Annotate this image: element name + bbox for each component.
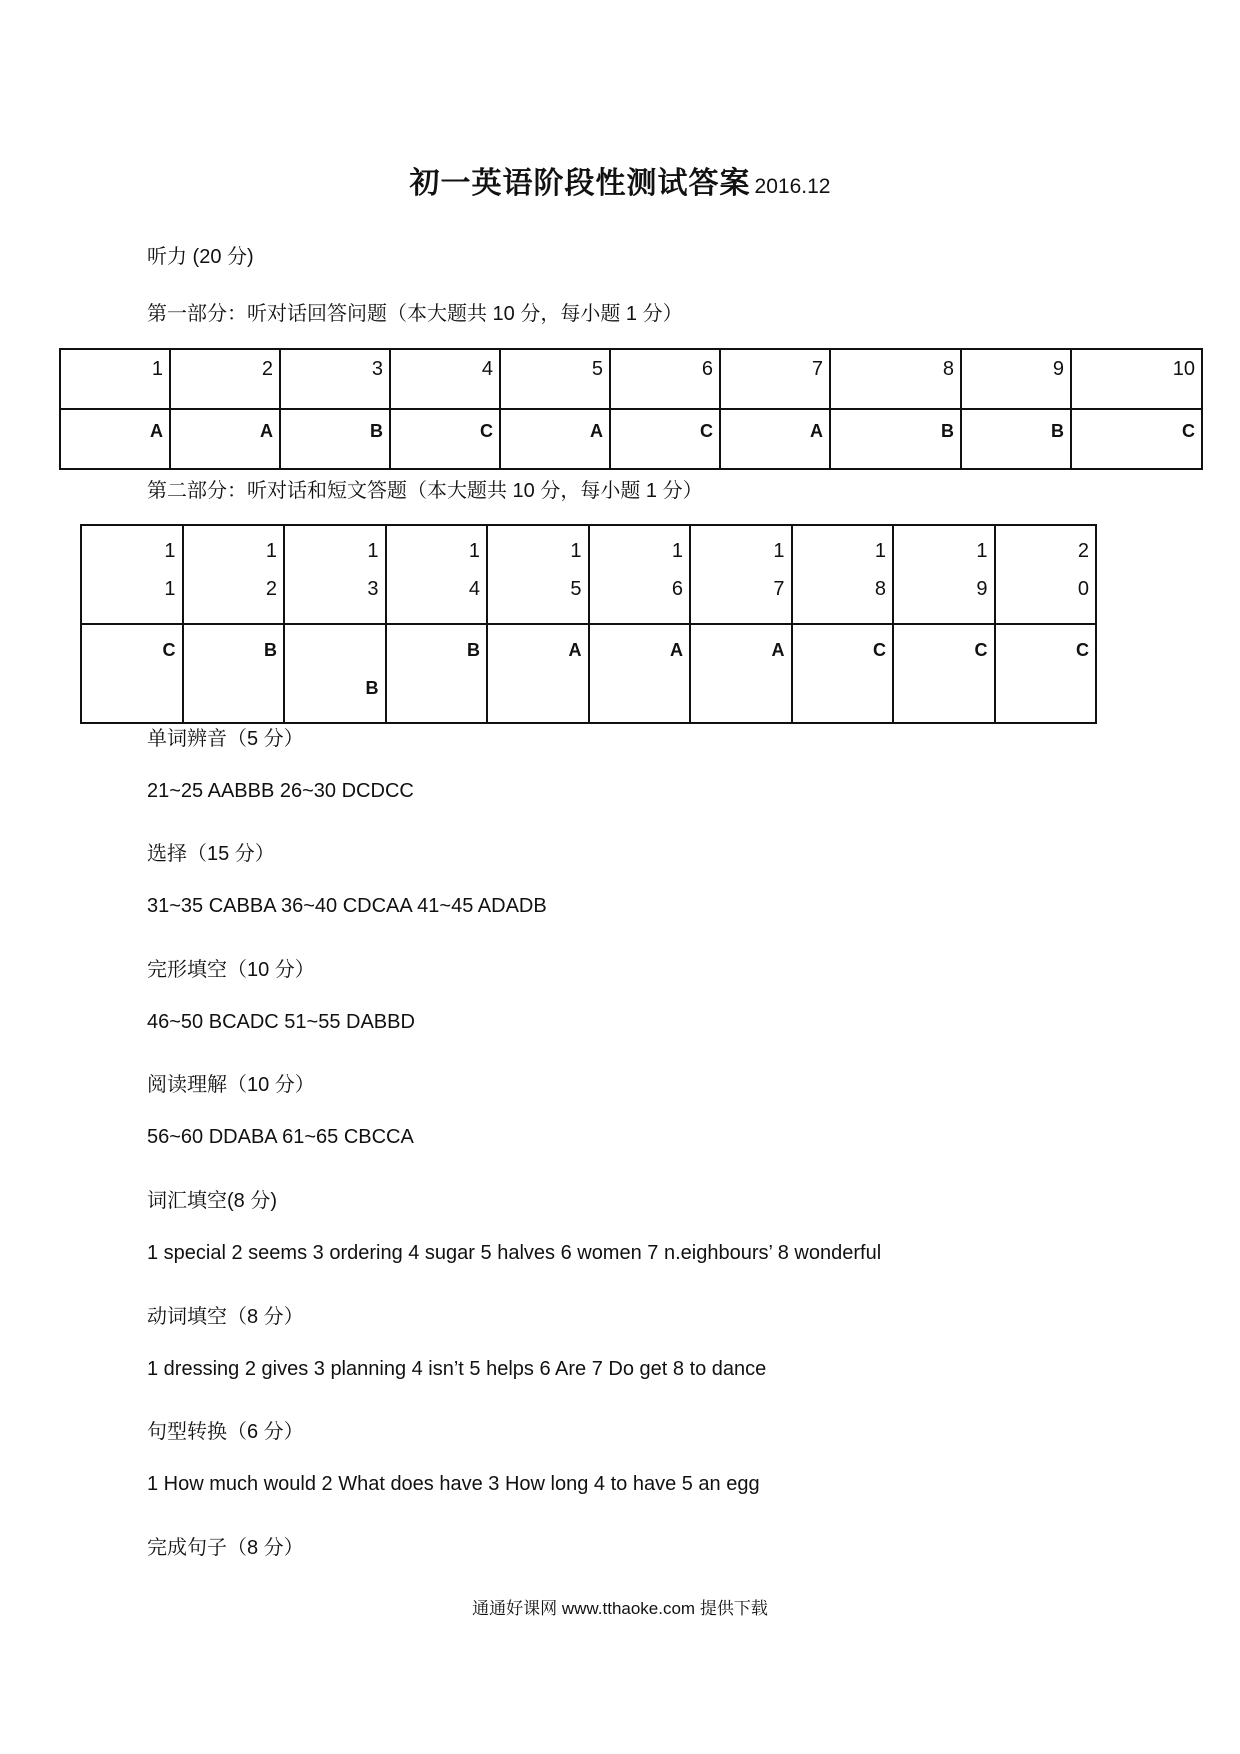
title-date: 2016.12 bbox=[754, 175, 831, 198]
answer-cell: A bbox=[170, 409, 280, 469]
section-heading: 完形填空（10 分） bbox=[147, 959, 315, 981]
question-number: 2 bbox=[170, 349, 280, 409]
part1-answer-table bbox=[59, 348, 1203, 470]
answer-cell: C bbox=[81, 624, 183, 723]
digit-tens: 1 bbox=[773, 540, 785, 562]
digit-tens: 1 bbox=[874, 540, 886, 562]
question-number: 10 bbox=[1071, 349, 1202, 409]
question-number: 4 bbox=[390, 349, 500, 409]
digit-tens: 1 bbox=[671, 540, 683, 562]
section-answer: 1 How much would 2 What does have 3 How long 4 to have 5 an egg bbox=[147, 1473, 760, 1495]
part1-answer-row bbox=[60, 409, 1202, 469]
question-number bbox=[183, 525, 285, 624]
digit-tens: 1 bbox=[265, 540, 277, 562]
question-number: 9 bbox=[961, 349, 1071, 409]
answer-cell: B bbox=[280, 409, 390, 469]
answer-cell bbox=[284, 624, 386, 723]
digit-ones: 2 bbox=[265, 578, 277, 600]
digit-tens: 1 bbox=[468, 540, 480, 562]
question-number bbox=[284, 525, 386, 624]
question-number: 5 bbox=[500, 349, 610, 409]
answer-cell: C bbox=[390, 409, 500, 469]
answer-cell: A bbox=[487, 624, 589, 723]
section-answer: 1 special 2 seems 3 ordering 4 sugar 5 halves 6 women 7 n.eighbours’ 8 wonderful bbox=[147, 1242, 882, 1264]
answer-cell: A bbox=[60, 409, 170, 469]
question-number: 6 bbox=[610, 349, 720, 409]
answer-cell: C bbox=[792, 624, 894, 723]
listening-header: 听力 (20 分) bbox=[147, 246, 254, 268]
section-answer: 1 dressing 2 gives 3 planning 4 isn’t 5 helps 6 Are 7 Do get 8 to dance bbox=[147, 1358, 767, 1380]
question-number: 1 bbox=[60, 349, 170, 409]
question-number: 8 bbox=[830, 349, 961, 409]
section-heading: 句型转换（6 分） bbox=[147, 1421, 304, 1443]
answer-cell: B bbox=[183, 624, 285, 723]
answer-cell: A bbox=[500, 409, 610, 469]
question-number bbox=[690, 525, 792, 624]
question-number: 3 bbox=[280, 349, 390, 409]
digit-ones: 1 bbox=[164, 578, 176, 600]
question-number bbox=[995, 525, 1097, 624]
answer-letter: B bbox=[365, 678, 379, 698]
answer-cell: C bbox=[995, 624, 1097, 723]
digit-ones: 5 bbox=[570, 578, 582, 600]
answer-cell: B bbox=[386, 624, 488, 723]
answer-cell: C bbox=[610, 409, 720, 469]
section-answer: 56~60 DDABA 61~65 CBCCA bbox=[147, 1126, 414, 1148]
part2-heading: 第二部分：听对话和短文答题（本大题共 10 分，每小题 1 分） bbox=[147, 480, 703, 502]
question-number bbox=[589, 525, 691, 624]
answer-cell: C bbox=[893, 624, 995, 723]
section-answer: 31~35 CABBA 36~40 CDCAA 41~45 ADADB bbox=[147, 895, 547, 917]
answer-cell: A bbox=[720, 409, 830, 469]
question-number bbox=[893, 525, 995, 624]
section-heading: 单词辨音（5 分） bbox=[147, 728, 304, 750]
digit-tens: 1 bbox=[367, 540, 379, 562]
section-heading: 词汇填空(8 分) bbox=[147, 1190, 277, 1212]
digit-tens: 1 bbox=[976, 540, 988, 562]
section-answer: 21~25 AABBB 26~30 DCDCC bbox=[147, 780, 414, 802]
section-heading: 完成句子（8 分） bbox=[147, 1537, 304, 1559]
digit-ones: 9 bbox=[976, 578, 988, 600]
part2-answer-row bbox=[81, 624, 1096, 723]
digit-tens: 1 bbox=[164, 540, 176, 562]
title-main: 初一英语阶段性测试答案 bbox=[409, 166, 751, 201]
digit-ones: 8 bbox=[874, 578, 886, 600]
answer-cell: B bbox=[961, 409, 1071, 469]
question-number: 7 bbox=[720, 349, 830, 409]
question-number bbox=[81, 525, 183, 624]
section-heading: 阅读理解（10 分） bbox=[147, 1074, 315, 1096]
digit-tens: 2 bbox=[1077, 540, 1089, 562]
question-number bbox=[792, 525, 894, 624]
part2-answer-table bbox=[80, 524, 1097, 724]
part1-heading: 第一部分：听对话回答问题（本大题共 10 分，每小题 1 分） bbox=[147, 303, 683, 325]
section-heading: 选择（15 分） bbox=[147, 843, 275, 865]
part1-number-row bbox=[60, 349, 1202, 409]
answer-cell: A bbox=[589, 624, 691, 723]
digit-ones: 3 bbox=[367, 578, 379, 600]
digit-ones: 4 bbox=[468, 578, 480, 600]
answer-cell: B bbox=[830, 409, 961, 469]
footer-credit: 通通好课网 www.tthaoke.com 提供下载 bbox=[472, 1599, 768, 1618]
question-number bbox=[386, 525, 488, 624]
answer-cell: A bbox=[690, 624, 792, 723]
answer-cell: C bbox=[1071, 409, 1202, 469]
question-number bbox=[487, 525, 589, 624]
digit-ones: 6 bbox=[671, 578, 683, 600]
section-heading: 动词填空（8 分） bbox=[147, 1306, 304, 1328]
digit-tens: 1 bbox=[570, 540, 582, 562]
digit-ones: 0 bbox=[1077, 578, 1089, 600]
document-title bbox=[0, 158, 1240, 202]
part2-number-row bbox=[81, 525, 1096, 624]
digit-ones: 7 bbox=[773, 578, 785, 600]
section-answer: 46~50 BCADC 51~55 DABBD bbox=[147, 1011, 415, 1033]
